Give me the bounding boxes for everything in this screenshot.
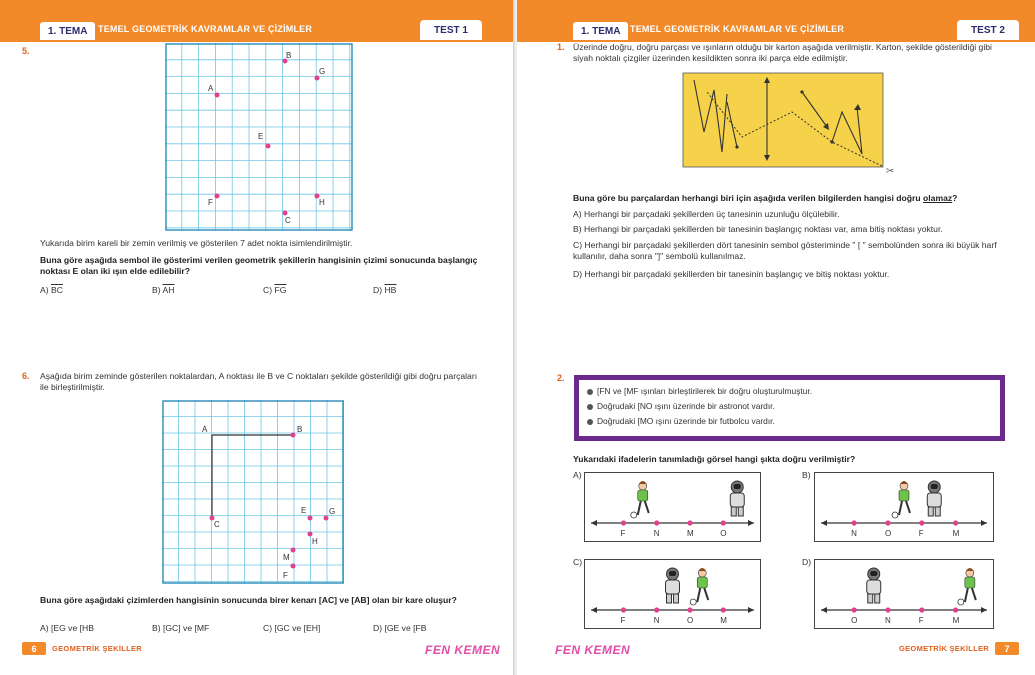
line-point — [953, 607, 958, 612]
number-line — [585, 560, 760, 628]
option-d[interactable]: D) Herhangi bir parçadaki şekillerden bir tanesinin başlangıç ve bitiş noktası yoktur. — [573, 269, 890, 279]
number-line — [815, 473, 993, 541]
test-tab: TEST 1 — [420, 20, 482, 40]
point-label: N — [653, 616, 660, 625]
point-b — [291, 433, 296, 438]
option-c[interactable]: C) [GC ve [EH] — [263, 623, 321, 633]
footer-label: GEOMETRİK ŞEKİLLER — [52, 644, 142, 653]
tema-tab: 1. TEMA — [573, 22, 628, 40]
astronaut-icon — [927, 481, 941, 516]
line-point — [721, 520, 726, 525]
point-f — [215, 194, 220, 199]
bullet-icon — [587, 419, 593, 425]
option-d-scene[interactable] — [814, 559, 994, 629]
option-a[interactable]: A) [EG ve [HB — [40, 623, 94, 633]
label-m: M — [283, 553, 290, 562]
question-number: 2. — [557, 373, 565, 383]
cardboard-figure — [682, 72, 904, 182]
football-player-icon — [958, 568, 976, 605]
label-g: G — [319, 67, 326, 76]
option-b-scene[interactable] — [814, 472, 994, 542]
label-c: C — [285, 216, 291, 225]
bullet-icon — [587, 404, 593, 410]
line-point — [654, 607, 659, 612]
line-point — [621, 520, 626, 525]
scene-letter: A) — [573, 470, 582, 480]
scene-letter: C) — [573, 557, 583, 567]
label-f: F — [283, 571, 288, 580]
point-label: F — [918, 616, 924, 625]
astronaut-icon — [730, 481, 744, 516]
footer — [893, 642, 1019, 655]
label-h: H — [312, 537, 318, 546]
option-d[interactable]: D) [GE ve [FB — [373, 623, 427, 633]
q6-grid — [162, 400, 344, 584]
option-b[interactable]: B) [GC] ve [MF — [152, 623, 210, 633]
point-label: F — [620, 616, 626, 625]
label-f: F — [208, 198, 213, 207]
option-d[interactable]: D) $\overline{HB}$ — [373, 285, 397, 295]
q5-grid — [165, 43, 353, 231]
line-point — [687, 520, 692, 525]
bullet-icon — [587, 389, 593, 395]
q6-intro: Aşağıda birim zeminde gösterilen noktalardan, A noktası ile B ve C noktaları şekilde gösterildiği gibi doğru parçaları ile birleştirilmiştir. — [40, 371, 478, 392]
line-point — [852, 607, 857, 612]
statement-item: Doğrudaki [NO ışını üzerinde bir astronot vardır. — [587, 399, 992, 414]
label-h: H — [319, 198, 325, 207]
line-point — [919, 520, 924, 525]
right-page — [517, 0, 1035, 675]
question-number: 5. — [22, 46, 30, 56]
page-number: 7 — [995, 642, 1019, 655]
label-g: G — [329, 507, 336, 516]
option-a-scene[interactable] — [584, 472, 761, 542]
q6-question: Buna göre aşağıdaki çizimlerden hangisinin sonucunda birer kenarı [AC] ve [AB] olan bir kare oluşur? — [40, 595, 457, 605]
number-line — [585, 473, 760, 541]
scissors-icon: ✂ — [886, 166, 895, 177]
q2-question: Yukarıdaki ifadelerin tanımladığı görsel hangi şıkta doğru verilmiştir? — [573, 454, 856, 464]
line-point — [654, 520, 659, 525]
point-label: M — [687, 529, 694, 538]
point-h — [308, 532, 313, 537]
brand-logo: FEN KEMEN — [555, 643, 631, 657]
label-a: A — [202, 425, 208, 434]
point-e — [266, 144, 271, 149]
point-label: N — [653, 529, 660, 538]
football-player-icon — [892, 481, 910, 518]
point-label: N — [851, 529, 857, 538]
point-label: F — [918, 529, 924, 538]
astronaut-icon — [666, 568, 680, 603]
left-page — [0, 0, 515, 675]
page-number: 6 — [22, 642, 46, 655]
point-label: N — [884, 616, 891, 625]
point-label: O — [687, 616, 694, 625]
label-a: A — [208, 84, 214, 93]
tema-title: TEMEL GEOMETRİK KAVRAMLAR VE ÇİZİMLER — [630, 24, 845, 34]
point-label: O — [851, 616, 858, 625]
option-c[interactable]: C) Herhangi bir parçadaki şekillerden dört tanesinin sembol gösteriminde " [ " sembolünden sonra iki büyük harf kullanılır, daha sonra "]" sembolü kullanılmaz. — [573, 240, 997, 261]
line-point — [919, 607, 924, 612]
q1-question: Buna göre bu parçalardan herhangi biri için aşağıda verilen bilgilerden hangisi doğru olamaz? — [573, 193, 958, 203]
label-c: C — [214, 520, 220, 529]
line-point — [852, 520, 857, 525]
football-player-icon — [690, 568, 708, 605]
point-label: M — [952, 529, 960, 538]
point-label: F — [620, 529, 626, 538]
brand-logo: FEN KEMEN — [425, 643, 501, 657]
point-c — [283, 211, 288, 216]
point-label: M — [720, 616, 727, 625]
label-e: E — [301, 506, 307, 515]
tema-title: TEMEL GEOMETRİK KAVRAMLAR VE ÇİZİMLER — [98, 24, 313, 34]
football-player-icon — [631, 481, 649, 518]
tema-tab: 1. TEMA — [40, 22, 95, 40]
point-label: O — [720, 529, 727, 538]
question-number: 6. — [22, 371, 30, 381]
option-a[interactable]: A) Herhangi bir parçadaki şekillerden üç tanesinin uzunluğu ölçülebilir. — [573, 209, 840, 219]
point-label: O — [884, 529, 892, 538]
line-point — [621, 607, 626, 612]
label-b: B — [286, 51, 292, 60]
statement-item: [FN ve [MF ışınları birleştirilerek bir doğru oluşturulmuştur. — [587, 384, 992, 399]
q1-intro: Üzerinde doğru, doğru parçası ve ışınların olduğu bir karton aşağıda verilmiştir. Karton, şekilde gösterildiği gibi siyah noktalı çizgiler üzerinden kesildikten sonra iki parça elde edilmiştir. — [573, 42, 992, 63]
label-e: E — [258, 132, 264, 141]
test-tab: TEST 2 — [957, 20, 1019, 40]
question-number: 1. — [557, 42, 565, 52]
option-b[interactable]: B) Herhangi bir parçadaki şekillerden bir tanesinin başlangıç noktası var, ama bitiş noktası yoktur. — [573, 224, 943, 234]
statement-item: Doğrudaki [MO ışını üzerinde bir futbolcu vardır. — [587, 414, 992, 429]
point-m — [291, 548, 296, 553]
q5-question: Buna göre aşağıda sembol ile gösterimi verilen geometrik şekillerin hangisinin çizimi sonucunda başlangıç noktası E olan iki ışın elde edilebilir? — [40, 255, 478, 276]
q5-intro: Yukarıda birim kareli bir zemin verilmiş ve gösterilen 7 adet nokta isimlendirilmiştir. — [40, 238, 353, 248]
line-point — [953, 520, 958, 525]
line-point — [885, 607, 890, 612]
line-point — [721, 607, 726, 612]
point-f — [291, 564, 296, 569]
astronaut-icon — [867, 568, 881, 603]
option-c[interactable]: C) $\overline{FG}$ — [263, 285, 287, 295]
footer — [22, 642, 148, 655]
statement-box — [574, 375, 1005, 441]
point-e — [308, 516, 313, 521]
line-point — [687, 607, 692, 612]
number-line — [815, 560, 993, 628]
point-g — [324, 516, 329, 521]
label-b: B — [297, 425, 303, 434]
point-a — [215, 93, 220, 98]
point-label: M — [952, 616, 960, 625]
option-b[interactable]: B) $\overline{AH}$ — [152, 285, 175, 295]
line-point — [885, 520, 890, 525]
point-g — [315, 76, 320, 81]
option-c-scene[interactable] — [584, 559, 761, 629]
scene-letter: D) — [802, 557, 812, 567]
scene-letter: B) — [802, 470, 811, 480]
footer-label: GEOMETRİK ŞEKİLLER — [899, 644, 989, 653]
option-a[interactable]: A) $\overline{BC}$ — [40, 285, 63, 295]
